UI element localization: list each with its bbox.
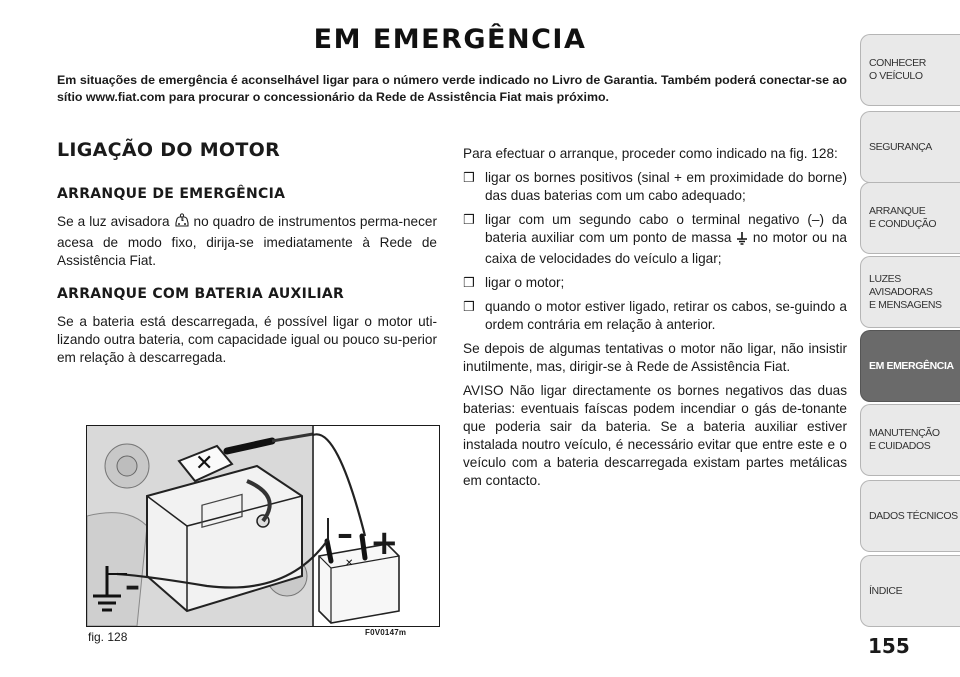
paragraph-auxiliary-battery: Se a bateria está descarregada, é possível ligar o motor uti-lizando outra bateria, com capacidade igual ou pouco su-perior em relação à descarregada.: [57, 314, 437, 365]
ground-symbol-icon: [736, 231, 748, 250]
tab-arranque-conducao[interactable]: ARRANQUE E CONDUÇÃO: [860, 182, 960, 254]
list-text: ligar com um segundo cabo o terminal negativo (–) da bateria auxiliar com um ponto de massa: [485, 212, 847, 245]
subheading-auxiliary-battery: ARRANQUE COM BATERIA AUXILIAR: [57, 286, 345, 302]
list-item-text: [485, 211, 847, 268]
tab-luzes-avisadoras[interactable]: LUZES AVISADORAS E MENSAGENS: [860, 256, 960, 328]
paragraph-retry: Se depois de algumas tentativas o motor não ligar, não insistir inutilmente, mas, dirigir-se à Rede de Assistência Fiat.: [463, 341, 847, 374]
tab-dados-tecnicos[interactable]: DADOS TÉCNICOS: [860, 480, 960, 552]
minus-symbol: –: [337, 515, 353, 553]
tab-conhecer-veiculo[interactable]: CONHECER O VEÍCULO: [860, 34, 960, 106]
page-number: 155: [868, 634, 910, 658]
section-title: LIGAÇÃO DO MOTOR: [57, 139, 281, 161]
ground-minus-symbol: –: [125, 569, 140, 604]
tab-manutencao-cuidados[interactable]: MANUTENÇÃO E CUIDADOS: [860, 404, 960, 476]
checkbox-bullet-icon: ❒: [463, 299, 475, 314]
intro-text: Em situações de emergência é aconselhável ligar para o número verde indicado no Livro de Garantia. Também poderá conectar-se ao sítio www.fiat.com para procurar o concessionário da Rede de Assistência Fiat mais próximo.: [57, 73, 847, 104]
plus-symbol: +: [370, 523, 399, 563]
tab-indice[interactable]: ÍNDICE: [860, 555, 960, 627]
key-car-warning-icon: [174, 213, 190, 234]
list-item: [463, 274, 847, 292]
list-item-text: ligar o motor;: [485, 275, 565, 290]
para-text: Se a luz avisadora: [57, 214, 174, 229]
tab-em-emergencia[interactable]: EM EMERGÊNCIA: [860, 330, 960, 402]
checkbox-bullet-icon: ❒: [463, 170, 475, 185]
figure-label: fig. 128: [88, 630, 128, 644]
instructions-intro: Para efectuar o arranque, proceder como indicado na fig. 128:: [463, 146, 838, 161]
list-item-text: quando o motor estiver ligado, retirar os cabos, se-guindo a ordem contrária em relação à anterior.: [485, 299, 847, 332]
paragraph-warning: AVISO Não ligar directamente os bornes negativos das duas baterias: eventuais faíscas podem incendiar o gás de-tonante que poderia sair da bateria. Se a bateria auxiliar estiver instalada noutro veículo, é necessário evitar que entre este e o veículo com a bateria descarregada existam partes metálicas em contacto.: [463, 383, 847, 488]
plus-terminal-mark: ✕: [195, 451, 214, 476]
subheading-emergency-start: ARRANQUE DE EMERGÊNCIA: [57, 186, 286, 202]
tab-seguranca[interactable]: SEGURANÇA: [860, 111, 960, 183]
list-item: [463, 169, 847, 205]
checkbox-bullet-icon: ❒: [463, 212, 475, 227]
figure-code: F0V0147m: [365, 628, 407, 637]
checkbox-bullet-icon: ❒: [463, 275, 475, 290]
para-text: no quadro de instrumentos perma-necer acesa de modo fixo, dirija-se imediatamente à Rede de Assistência Fiat.: [57, 214, 437, 268]
list-item: [463, 211, 847, 268]
list-item-text: ligar os bornes positivos (sinal + em proximidade do borne) das duas baterias com um cabo adequado;: [485, 170, 847, 203]
paragraph-emergency-start: [57, 213, 437, 270]
figure-battery-jumpstart: [86, 425, 440, 627]
list-item: [463, 298, 847, 334]
right-column: [463, 145, 847, 496]
page-title: EM EMERGÊNCIA: [313, 24, 587, 55]
svg-text:✕: ✕: [345, 558, 354, 569]
list-text: no motor ou na caixa de velocidades do veículo a ligar;: [485, 230, 847, 266]
